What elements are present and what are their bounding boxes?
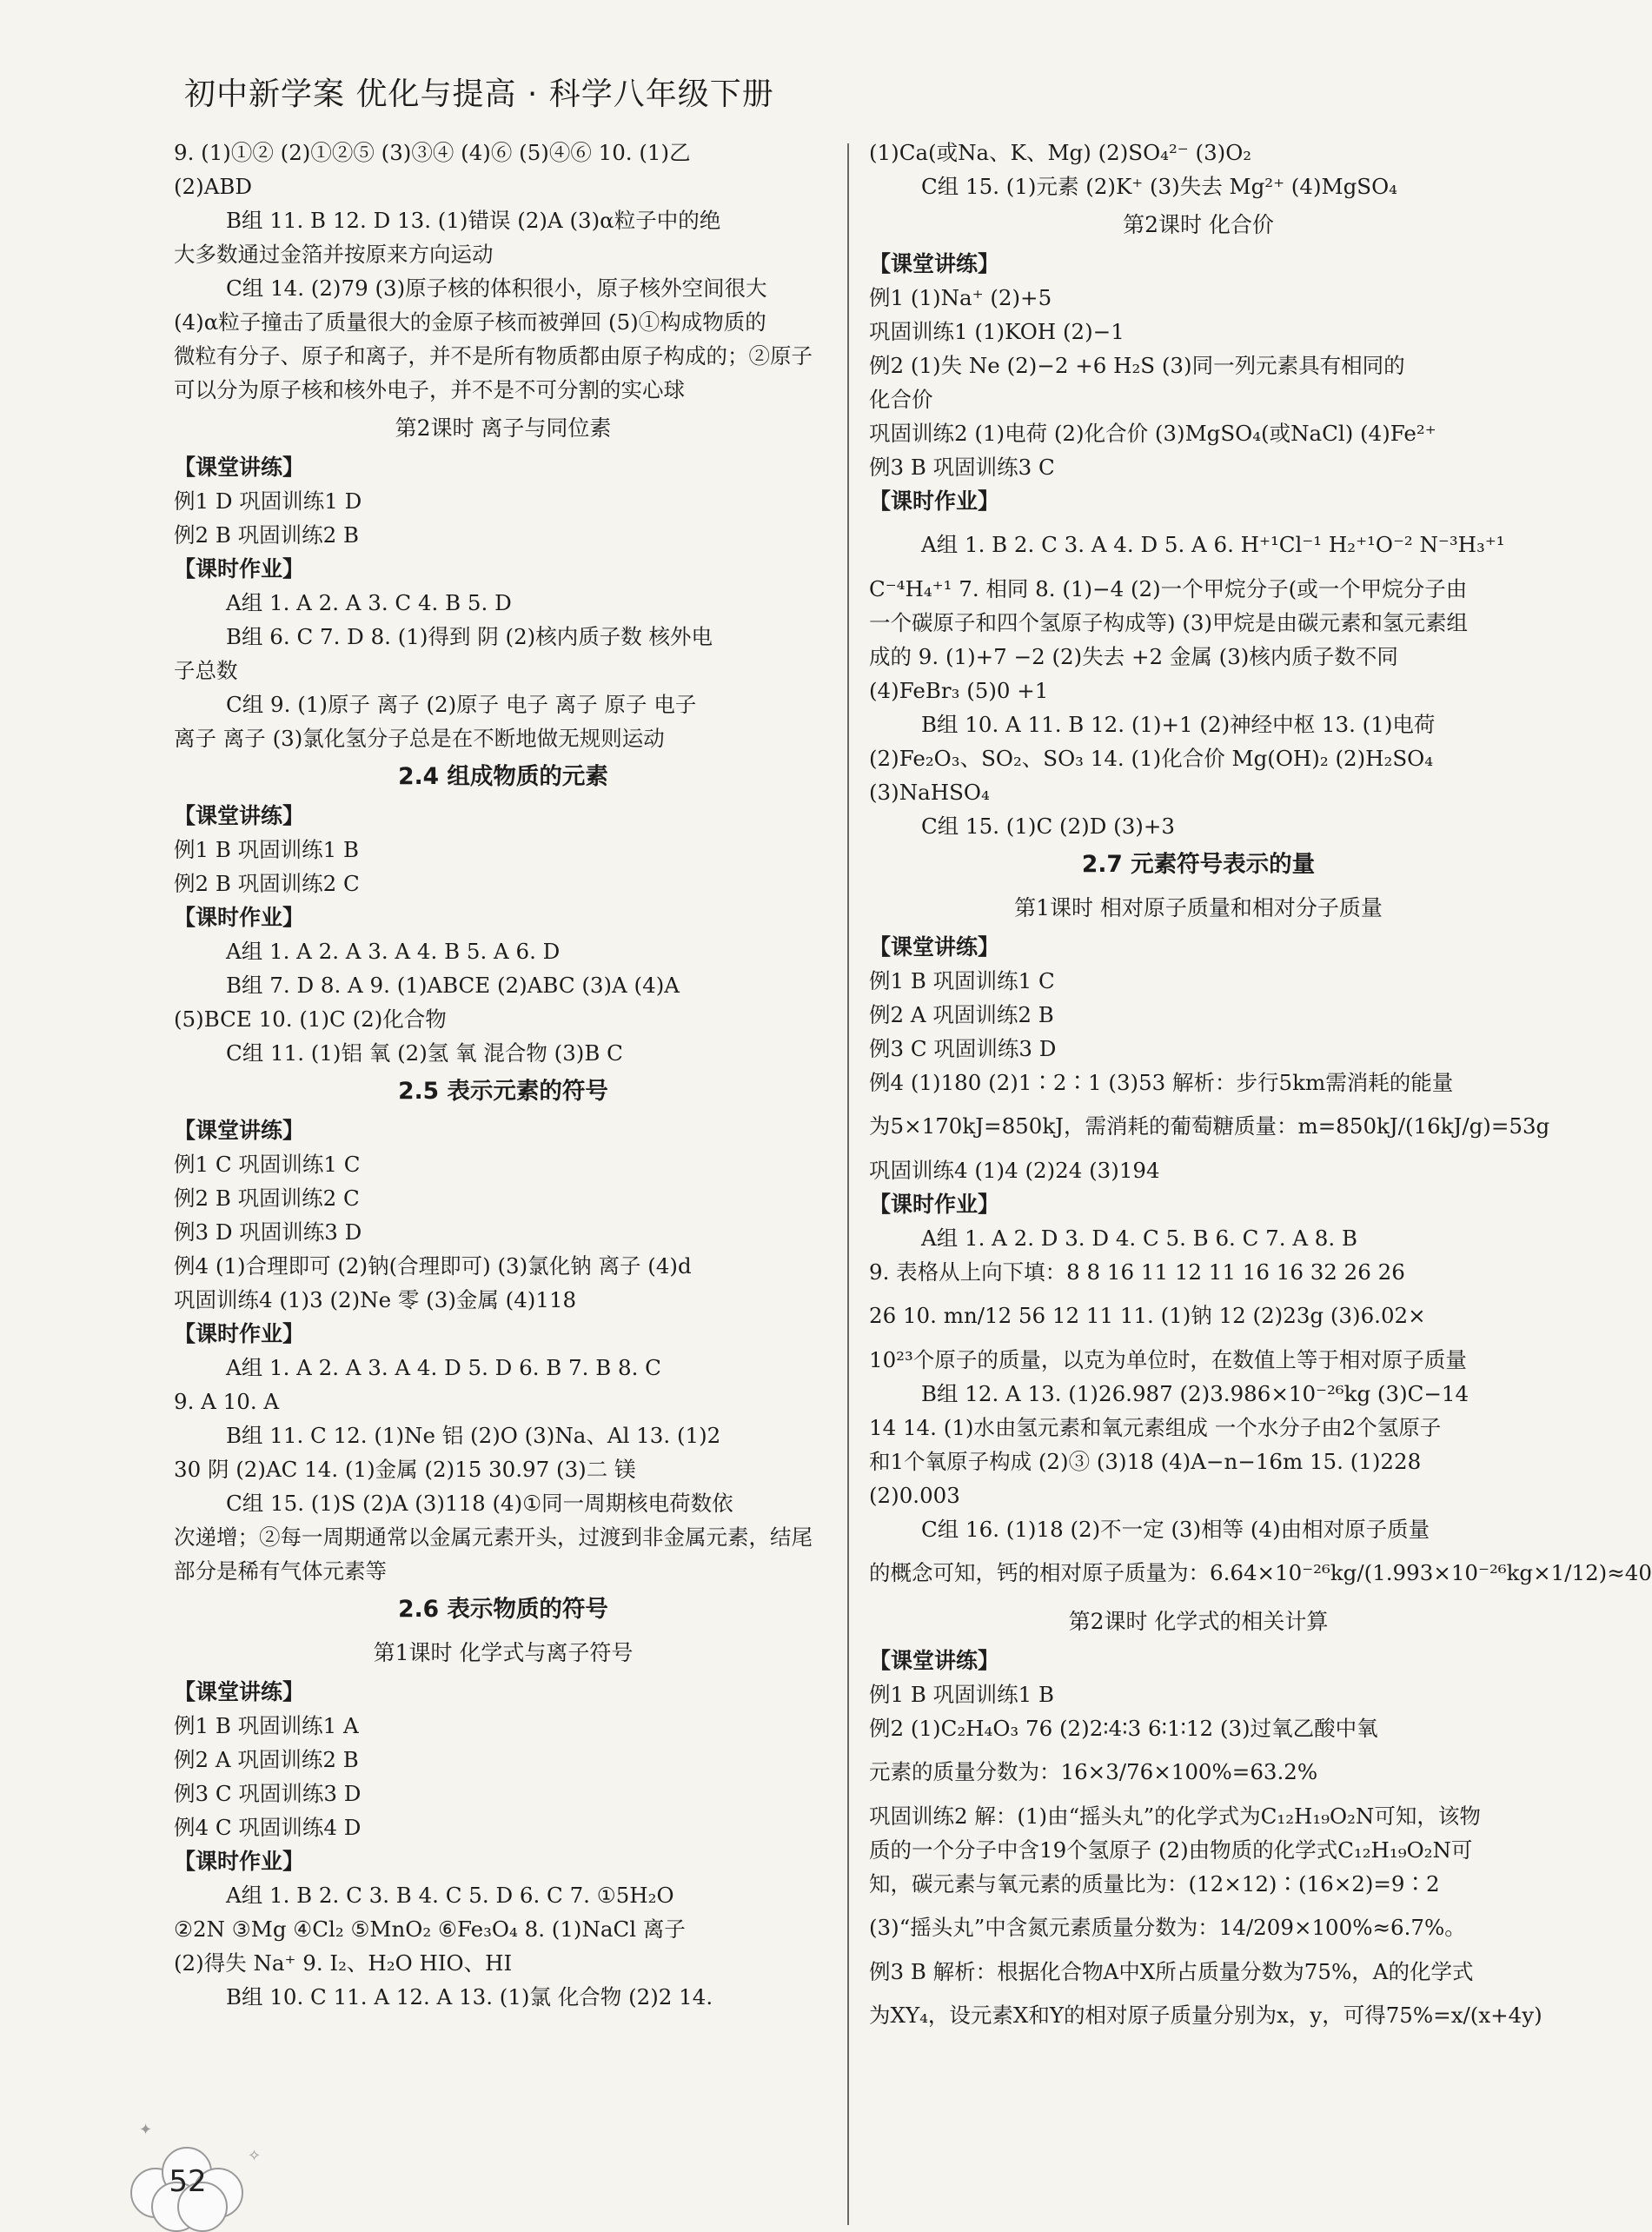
answer-line: 次递增；②每一周期通常以金属元素开头，过渡到非金属元素，结尾 — [174, 1525, 813, 1550]
sparkle-icon: ✧ — [248, 2147, 262, 2165]
subsection-label: 【课堂讲练】 — [174, 455, 305, 480]
section-heading: 2.5 表示元素的符号 — [398, 1078, 608, 1105]
answer-line: 例1 B 巩固训练1 C — [869, 968, 1055, 993]
answer-line: 巩固训练4 (1)3 (2)Ne 零 (3)金属 (4)118 — [174, 1287, 577, 1312]
subsection-label: 【课堂讲练】 — [869, 251, 1000, 276]
section-heading: 2.4 组成物质的元素 — [398, 763, 608, 790]
answer-line: 一个碳原子和四个氢原子构成等) (3)甲烷是由碳元素和氢元素组 — [869, 610, 1469, 635]
answer-line: 化合价 — [869, 387, 933, 412]
answer-line: 14 14. (1)水由氢元素和氧元素组成 一个水分子由2个氢原子 — [869, 1415, 1442, 1440]
lesson-heading: 第2课时 化合价 — [1123, 212, 1274, 237]
subsection-label: 【课时作业】 — [174, 905, 305, 930]
answer-line: (3)“摇头丸”中含氮元素质量分数为：14/209×100%≈6.7%。 — [869, 1915, 1466, 1940]
answer-line: 9. (1)①② (2)①②⑤ (3)③④ (4)⑥ (5)④⑥ 10. (1)乙 — [174, 140, 691, 165]
answer-line: 例1 B 巩固训练1 A — [174, 1713, 359, 1738]
column-divider — [847, 143, 849, 2225]
answer-line: 例3 C 巩固训练3 D — [869, 1036, 1057, 1061]
answer-line: 巩固训练2 (1)电荷 (2)化合价 (3)MgSO₄(或NaCl) (4)Fe²⁺ — [869, 421, 1436, 446]
answer-line: B组 11. C 12. (1)Ne 铝 (2)O (3)Na、Al 13. (1)2 — [226, 1423, 721, 1448]
section-heading: 2.6 表示物质的符号 — [398, 1596, 608, 1623]
answer-line: 9. A 10. A — [174, 1389, 280, 1414]
subsection-label: 【课堂讲练】 — [174, 1679, 305, 1704]
left-answer-column — [174, 136, 833, 2014]
answer-line: 例2 A 巩固训练2 B — [174, 1747, 359, 1772]
answer-line: 例1 B 巩固训练1 B — [174, 837, 360, 862]
subsection-label: 【课时作业】 — [174, 556, 305, 581]
book-header-title: 初中新学案 优化与提高 · 科学八年级下册 — [184, 76, 774, 112]
answer-line: 26 10. mn/12 56 12 11 11. (1)钠 12 (2)23g (3)6.02× — [869, 1303, 1426, 1328]
answer-line: B组 6. C 7. D 8. (1)得到 阴 (2)核内质子数 核外电 — [226, 624, 713, 649]
answer-line: B组 10. C 11. A 12. A 13. (1)氯 化合物 (2)2 14. — [226, 1984, 713, 2009]
answer-line: A组 1. A 2. A 3. C 4. B 5. D — [226, 590, 512, 615]
answer-line: 离子 离子 (3)氯化氢分子总是在不断地做无规则运动 — [174, 726, 665, 751]
answer-line: C组 9. (1)原子 离子 (2)原子 电子 离子 原子 电子 — [226, 692, 697, 717]
answer-line: 成的 9. (1)+7 −2 (2)失去 +2 金属 (3)核内质子数不同 — [869, 644, 1398, 669]
subsection-label: 【课时作业】 — [869, 488, 1000, 514]
answer-line: (5)BCE 10. (1)C (2)化合物 — [174, 1006, 447, 1032]
right-answer-column — [869, 136, 1652, 2043]
answer-line: 巩固训练2 解：(1)由“摇头丸”的化学式为C₁₂H₁₉O₂N可知，该物 — [869, 1804, 1481, 1829]
answer-line: (2)得失 Na⁺ 9. I₂、H₂O HIO、HI — [174, 1950, 513, 1976]
answer-line: C⁻⁴H₄⁺¹ 7. 相同 8. (1)−4 (2)一个甲烷分子(或一个甲烷分子由 — [869, 576, 1468, 601]
subsection-label: 【课堂讲练】 — [174, 803, 305, 828]
answer-line: C组 15. (1)元素 (2)K⁺ (3)失去 Mg²⁺ (4)MgSO₄ — [921, 174, 1397, 199]
subsection-label: 【课堂讲练】 — [869, 934, 1000, 960]
answer-line: 为5×170kJ=850kJ，需消耗的葡萄糖质量：m=850kJ/(16kJ/g)=53g — [869, 1113, 1550, 1139]
answer-line: (2)0.003 — [869, 1483, 960, 1508]
answer-line: 例3 B 巩固训练3 C — [869, 455, 1055, 480]
answer-line: (4)α粒子撞击了质量很大的金原子核而被弹回 (5)①构成物质的 — [174, 309, 766, 335]
answer-line: 例2 (1)C₂H₄O₃ 76 (2)2∶4∶3 6∶1∶12 (3)过氧乙酸中氧 — [869, 1716, 1378, 1741]
answer-line: (2)ABD — [174, 174, 253, 199]
answer-line: 微粒有分子、原子和离子，并不是所有物质都由原子构成的；②原子 — [174, 343, 813, 369]
answer-line: ②2N ③Mg ④Cl₂ ⑤MnO₂ ⑥Fe₃O₄ 8. (1)NaCl 离子 — [174, 1916, 686, 1942]
answer-line: (4)FeBr₃ (5)0 +1 — [869, 678, 1049, 703]
answer-line: 例1 C 巩固训练1 C — [174, 1152, 361, 1177]
answer-line: 例2 (1)失 Ne (2)−2 +6 H₂S (3)同一列元素具有相同的 — [869, 353, 1405, 378]
answer-line: A组 1. B 2. C 3. B 4. C 5. D 6. C 7. ①5H₂O — [226, 1883, 674, 1908]
answer-line: 例4 C 巩固训练4 D — [174, 1815, 362, 1840]
answer-line: C组 16. (1)18 (2)不一定 (3)相等 (4)由相对原子质量 — [921, 1517, 1430, 1542]
answer-line: 9. 表格从上向下填：8 8 16 11 12 11 16 16 32 26 26 — [869, 1259, 1405, 1285]
answer-line: 例2 B 巩固训练2 C — [174, 1186, 360, 1211]
answer-line: 大多数通过金箔并按原来方向运动 — [174, 242, 494, 267]
subsection-label: 【课时作业】 — [869, 1192, 1000, 1217]
answer-line: C组 11. (1)铝 氧 (2)氢 氧 混合物 (3)B C — [226, 1040, 623, 1066]
answer-line: 子总数 — [174, 658, 238, 683]
answer-line: 元素的质量分数为：16×3/76×100%=63.2% — [869, 1759, 1318, 1784]
answer-line: C组 14. (2)79 (3)原子核的体积很小，原子核外空间很大 — [226, 276, 767, 301]
answer-line: C组 15. (1)C (2)D (3)+3 — [921, 814, 1175, 839]
lesson-heading: 第1课时 相对原子质量和相对分子质量 — [1014, 895, 1383, 920]
answer-line: 为XY₄，设元素X和Y的相对原子质量分别为x，y，可得75%=x/(x+4y) — [869, 2003, 1543, 2028]
answer-line: B组 7. D 8. A 9. (1)ABCE (2)ABC (3)A (4)A — [226, 973, 680, 998]
answer-line: A组 1. A 2. D 3. D 4. C 5. B 6. C 7. A 8. B — [921, 1226, 1357, 1251]
answer-line: 例3 D 巩固训练3 D — [174, 1219, 362, 1245]
answer-line: 例2 B 巩固训练2 B — [174, 522, 360, 548]
answer-line: (3)NaHSO₄ — [869, 780, 990, 805]
answer-line: 部分是稀有气体元素等 — [174, 1558, 387, 1584]
answer-line: 的概念可知，钙的相对原子质量为：6.64×10⁻²⁶kg/(1.993×10⁻²⁶kg×1/12)≈40 — [869, 1560, 1652, 1585]
answer-line: (2)Fe₂O₃、SO₂、SO₃ 14. (1)化合价 Mg(OH)₂ (2)H₂SO₄ — [869, 746, 1434, 771]
answer-line: 知，碳元素与氧元素的质量比为：(12×12)∶(16×2)=9∶2 — [869, 1871, 1440, 1897]
answer-line: 例2 A 巩固训练2 B — [869, 1002, 1054, 1027]
answer-line: 质的一个分子中含19个氢原子 (2)由物质的化学式C₁₂H₁₉O₂N可 — [869, 1837, 1473, 1863]
answer-line: 巩固训练1 (1)KOH (2)−1 — [869, 319, 1125, 344]
answer-line: 例2 B 巩固训练2 C — [174, 871, 360, 896]
subsection-label: 【课时作业】 — [174, 1321, 305, 1346]
answer-line: 巩固训练4 (1)4 (2)24 (3)194 — [869, 1158, 1160, 1183]
answer-line: B组 10. A 11. B 12. (1)+1 (2)神经中枢 13. (1)电荷 — [921, 712, 1436, 737]
answer-line: A组 1. A 2. A 3. A 4. B 5. A 6. D — [226, 939, 561, 964]
section-heading: 2.7 元素符号表示的量 — [1081, 851, 1316, 878]
answer-line: A组 1. B 2. C 3. A 4. D 5. A 6. H⁺¹Cl⁻¹ H₂⁺¹O⁻² N⁻³H₃⁺¹ — [921, 532, 1505, 557]
answer-line: (1)Ca(或Na、K、Mg) (2)SO₄²⁻ (3)O₂ — [869, 140, 1252, 165]
page-number: 52 — [169, 2164, 207, 2199]
answer-line: 30 阴 (2)AC 14. (1)金属 (2)15 30.97 (3)二 镁 — [174, 1457, 636, 1482]
lesson-heading: 第1课时 化学式与离子符号 — [373, 1640, 634, 1665]
subsection-label: 【课时作业】 — [174, 1849, 305, 1874]
subsection-label: 【课堂讲练】 — [174, 1118, 305, 1143]
answer-line: A组 1. A 2. A 3. A 4. D 5. D 6. B 7. B 8. C — [226, 1355, 661, 1380]
answer-line: 例4 (1)合理即可 (2)钠(合理即可) (3)氯化钠 离子 (4)d — [174, 1253, 692, 1279]
page-number-badge — [130, 2138, 243, 2225]
answer-line: 例1 D 巩固训练1 D — [174, 488, 362, 514]
answer-line: 10²³个原子的质量，以克为单位时，在数值上等于相对原子质量 — [869, 1347, 1467, 1372]
lesson-heading: 第2课时 离子与同位素 — [395, 415, 612, 441]
answer-line: 例4 (1)180 (2)1∶2∶1 (3)53 解析：步行5km需消耗的能量 — [869, 1070, 1454, 1095]
answer-line: 例1 B 巩固训练1 B — [869, 1682, 1055, 1707]
answer-line: 例3 C 巩固训练3 D — [174, 1781, 362, 1806]
answer-line: 例3 B 解析：根据化合物A中X所占质量分数为75%，A的化学式 — [869, 1959, 1474, 1984]
answer-line: B组 12. A 13. (1)26.987 (2)3.986×10⁻²⁶kg (3)C−14 — [921, 1381, 1470, 1406]
answer-line: 可以分为原子核和核外电子，并不是不可分割的实心球 — [174, 377, 685, 402]
answer-line: 和1个氧原子构成 (2)③ (3)18 (4)A−n−16m 15. (1)228 — [869, 1449, 1422, 1474]
lesson-heading: 第2课时 化学式的相关计算 — [1068, 1609, 1329, 1634]
answer-line: 例1 (1)Na⁺ (2)+5 — [869, 285, 1052, 310]
sparkle-icon: ✦ — [139, 2121, 153, 2139]
subsection-label: 【课堂讲练】 — [869, 1648, 1000, 1673]
answer-line: C组 15. (1)S (2)A (3)118 (4)①同一周期核电荷数依 — [226, 1491, 733, 1516]
answer-line: B组 11. B 12. D 13. (1)错误 (2)A (3)α粒子中的绝 — [226, 208, 721, 233]
